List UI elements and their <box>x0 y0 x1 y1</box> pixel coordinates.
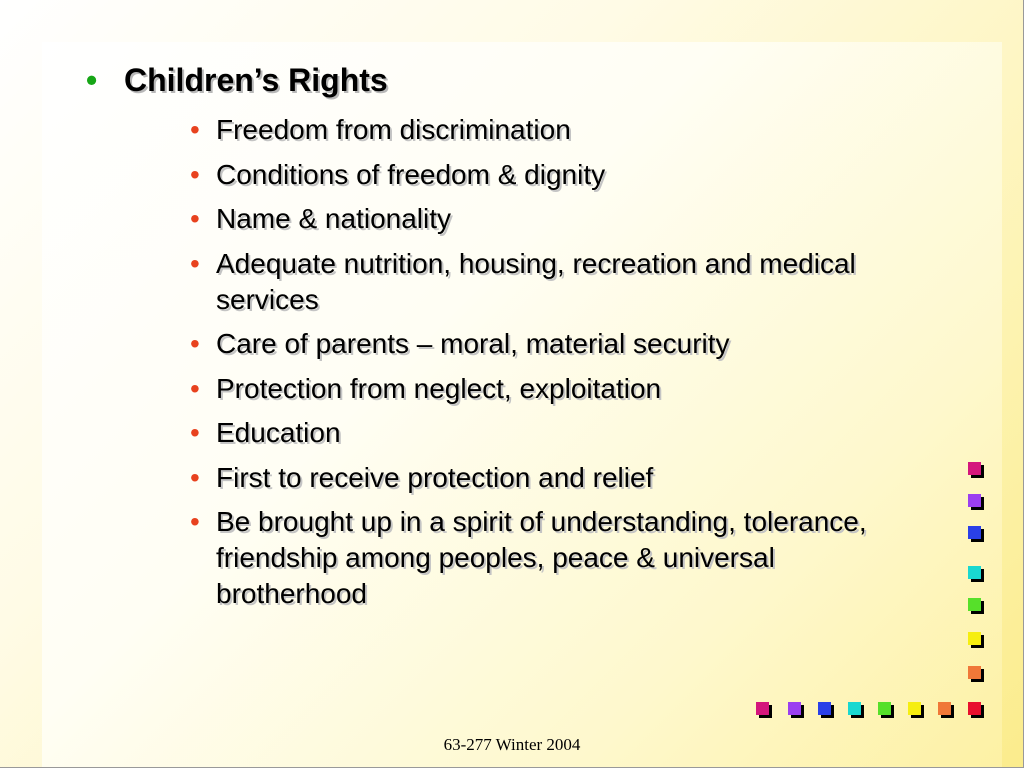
list-item <box>190 112 930 148</box>
list-item <box>190 504 930 612</box>
bullet-icon: • <box>190 461 200 493</box>
list-item-text: Be brought up in a spirit of understanding, tolerance, friendship among peoples, peace & universal brotherhood <box>216 506 867 609</box>
square-icon-blue <box>968 526 981 539</box>
title-bullet: • <box>86 62 98 98</box>
list-item <box>190 326 930 362</box>
square-icon-magenta <box>756 702 769 715</box>
square-icon-orange <box>968 666 981 679</box>
square-icon-blue <box>818 702 831 715</box>
list-item-text: Care of parents – moral, material security <box>216 328 730 359</box>
list-item-text: Freedom from discrimination <box>216 114 571 145</box>
list-item-text: Protection from neglect, exploitation <box>216 372 662 404</box>
bullet-icon: • <box>190 417 200 448</box>
square-icon-cyan <box>968 566 981 579</box>
bullet-icon: • <box>190 203 200 234</box>
title-text: Children’s Rights <box>124 62 388 98</box>
list-item <box>190 415 930 451</box>
list-item-text: Education <box>216 417 341 448</box>
square-icon-red <box>968 702 981 715</box>
bullet-icon: • <box>190 247 200 279</box>
list-item <box>190 157 930 193</box>
square-icon-purple <box>788 702 801 715</box>
bullet-icon: • <box>190 506 200 537</box>
slide-footer: 63-277 Winter 2004 <box>443 735 581 754</box>
bullet-icon: • <box>190 328 200 359</box>
rights-list <box>190 112 930 621</box>
list-item-text: First to receive protection and relief <box>216 461 654 493</box>
list-item <box>190 201 930 237</box>
list-item <box>190 246 930 318</box>
square-icon-cyan <box>848 702 861 715</box>
square-icon-yellow <box>908 702 921 715</box>
square-icon-yellow <box>968 632 981 645</box>
list-item <box>190 460 930 496</box>
list-item-text: Conditions of freedom & dignity <box>216 158 606 190</box>
square-icon-orange <box>938 702 951 715</box>
square-icon-magenta <box>968 462 981 475</box>
list-item-text: Adequate nutrition, housing, recreation and medical services <box>216 247 856 315</box>
square-icon-green <box>878 702 891 715</box>
list-item-text: Name & nationality <box>216 203 452 234</box>
square-icon-green <box>968 598 981 611</box>
bullet-icon: • <box>190 372 200 404</box>
square-icon-purple <box>968 494 981 507</box>
slide-title <box>86 62 388 99</box>
bullet-icon: • <box>190 114 200 145</box>
list-item <box>190 371 930 407</box>
bullet-icon: • <box>190 158 200 190</box>
